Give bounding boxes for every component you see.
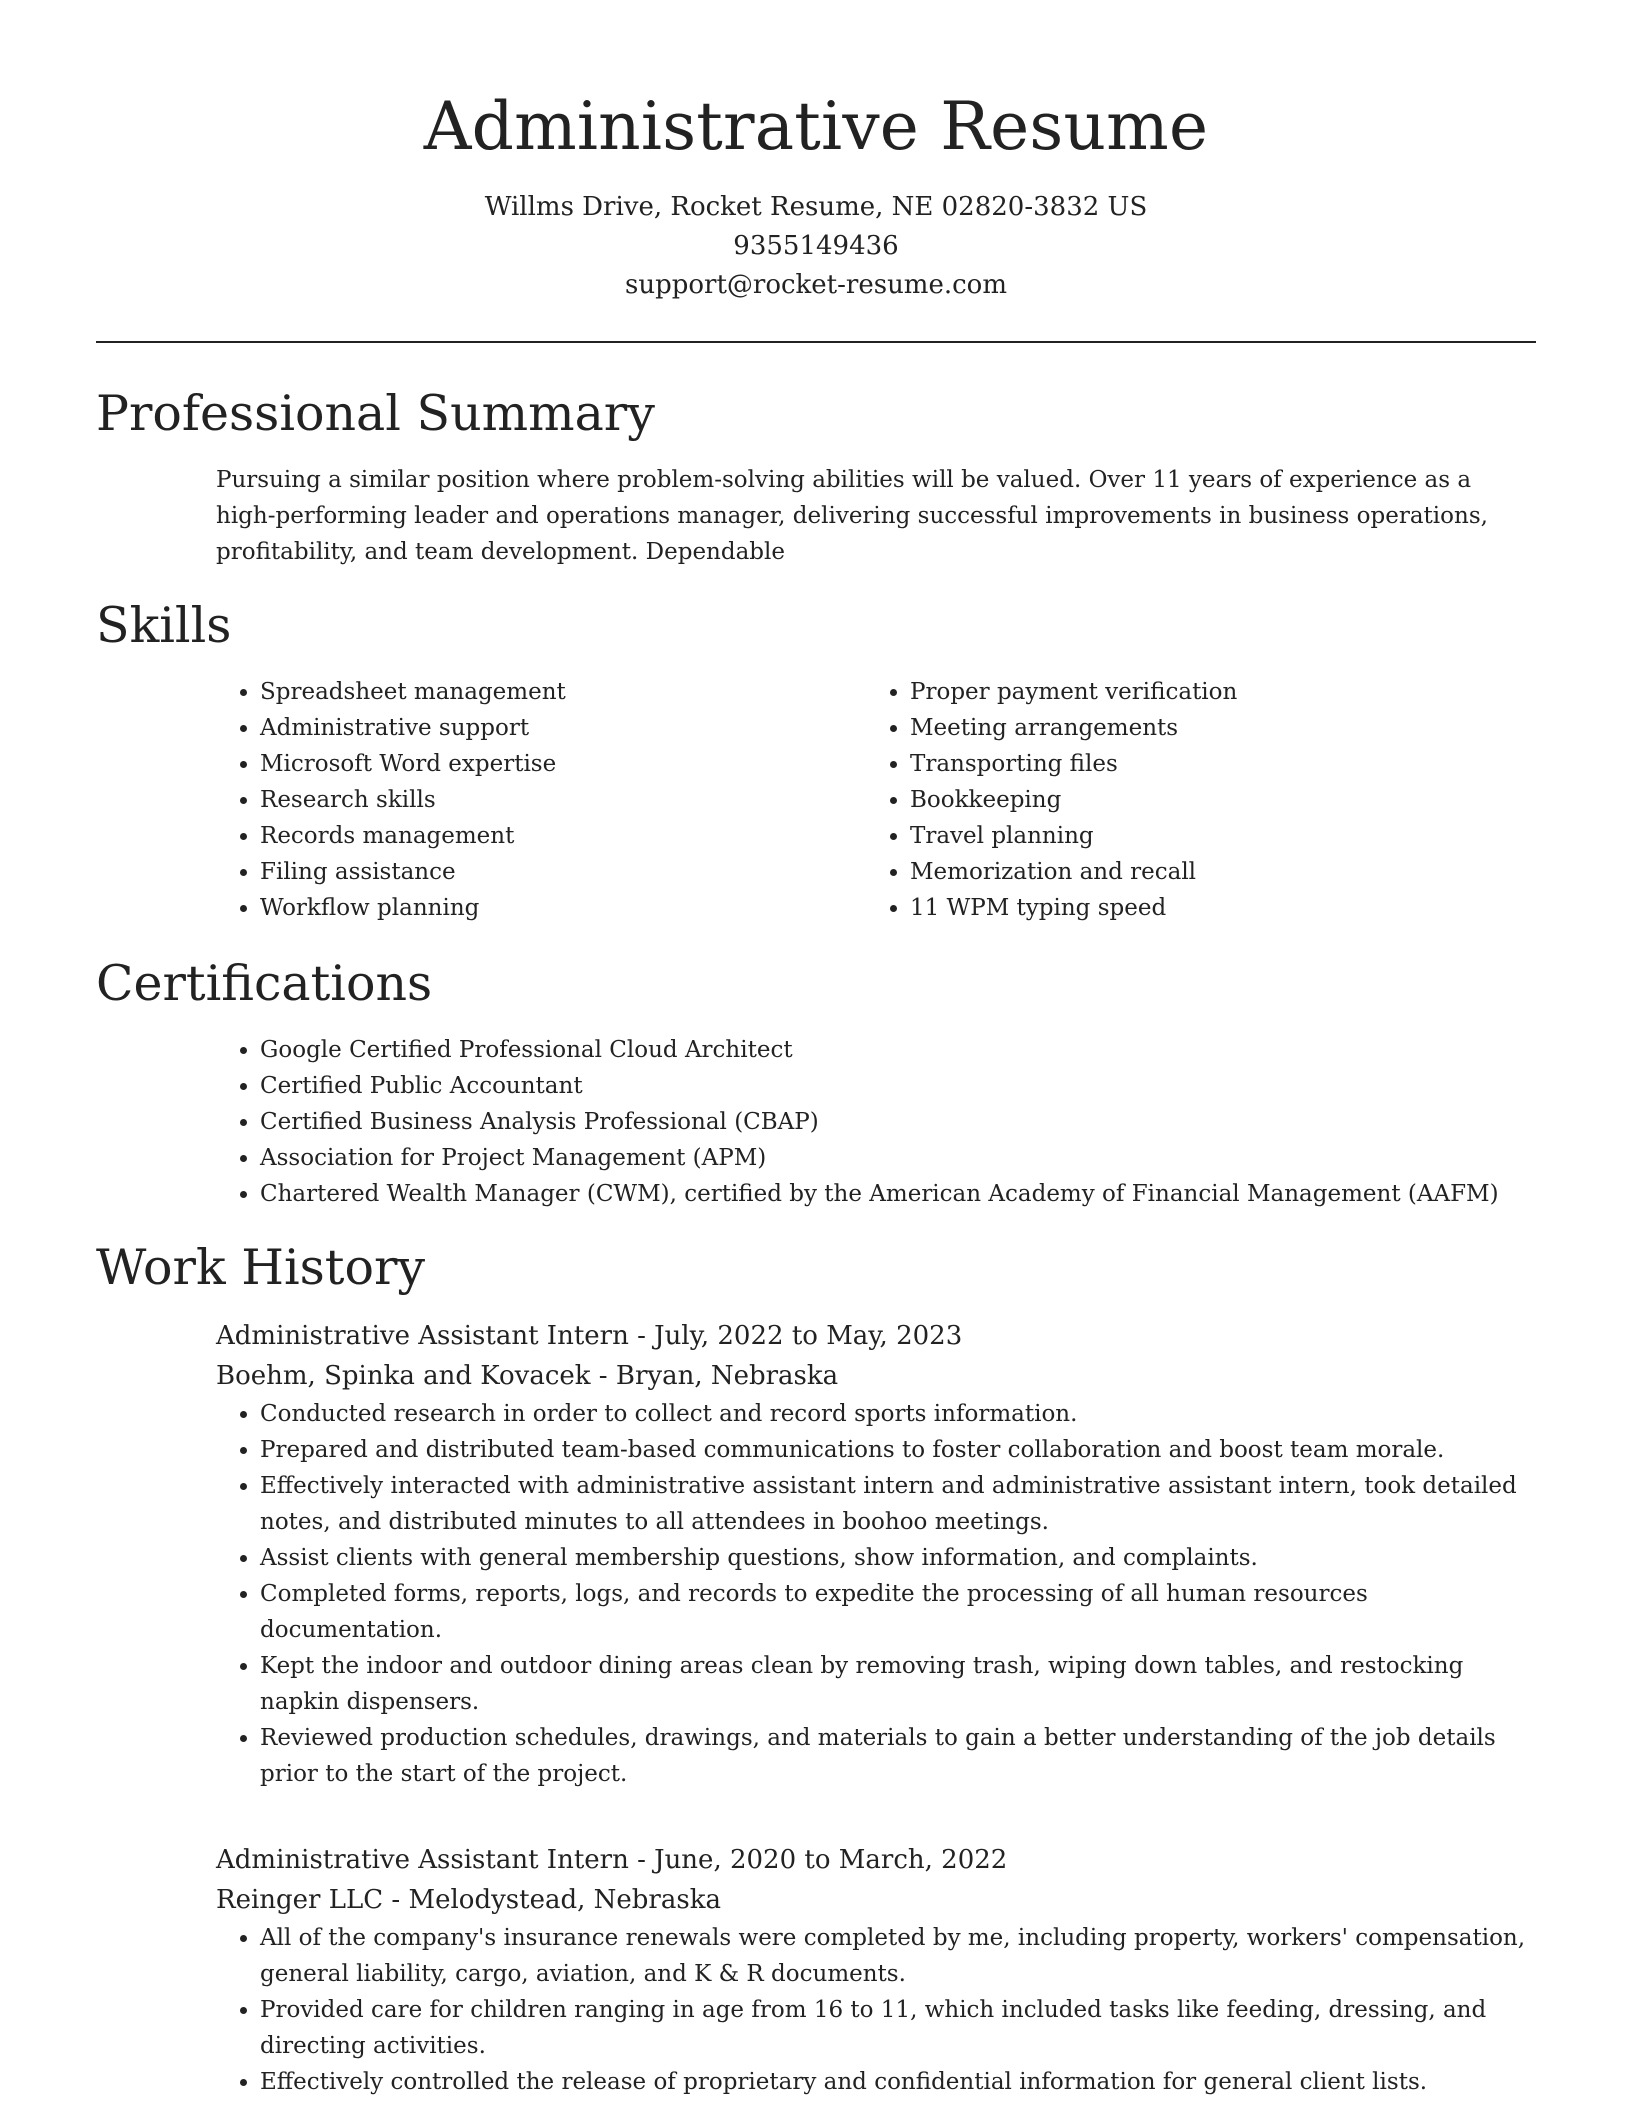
job-bullet: • Effectively controlled the release of proprietary and confidential information for general client lists.	[260, 2064, 1532, 2100]
contact-email: support@rocket-resume.com	[624, 270, 1007, 300]
header-divider	[96, 341, 1536, 343]
job-bullet: • Kept the indoor and outdoor dining areas clean by removing trash, wiping down tables, and restocking napkin dispensers.	[260, 1648, 1532, 1720]
section-title-certifications: Certifications	[96, 955, 433, 1012]
job-bullets	[216, 1396, 1532, 1792]
skill-item: • Workflow planning	[260, 890, 816, 926]
skill-item: • Proper payment verification	[910, 674, 1486, 710]
job-bullet: • All of the company's insurance renewals were completed by me, including property, workers' compensation, general liability, cargo, aviation, and K & R documents.	[260, 1920, 1532, 1992]
summary-text: Pursuing a similar position where problem-solving abilities will be valued. Over 11 years of experience as a high-performing leader and operations manager, delivering successful improvements in business operations, profitability, and team development. Dependable	[216, 467, 1488, 565]
job-bullet: • Completed forms, reports, logs, and records to expedite the processing of all human resources documentation.	[260, 1576, 1532, 1648]
contact-phone: 9355149436	[733, 231, 899, 261]
skill-item: • Transporting files	[910, 746, 1486, 782]
resume-title: Administrative Resume	[423, 88, 1209, 165]
job-company-line: Boehm, Spinka and Kovacek - Bryan, Nebraska	[216, 1361, 839, 1391]
skills-list-left	[216, 674, 816, 926]
skill-item: • 11 WPM typing speed	[910, 890, 1486, 926]
skill-item: • Research skills	[260, 782, 816, 818]
job-bullet: • Conducted research in order to collect and record sports information.	[260, 1396, 1532, 1432]
job-bullet: • Prepared and distributed team-based communications to foster collaboration and boost team morale.	[260, 1432, 1532, 1468]
skill-item: • Spreadsheet management	[260, 674, 816, 710]
skill-item: • Bookkeeping	[910, 782, 1486, 818]
certification-item: • Chartered Wealth Manager (CWM), certified by the American Academy of Financial Management (AAFM)	[260, 1176, 1592, 1212]
job-bullet: • Reviewed production schedules, drawings, and materials to gain a better understanding of the job details prior to the start of the project.	[260, 1720, 1532, 1792]
skill-item: • Meeting arrangements	[910, 710, 1486, 746]
job-title-line: Administrative Assistant Intern - June, 2020 to March, 2022	[216, 1845, 1008, 1875]
skills-column-right	[866, 674, 1486, 926]
section-title-skills: Skills	[96, 597, 232, 654]
skills-list-right	[866, 674, 1486, 926]
contact-address: Willms Drive, Rocket Resume, NE 02820-3832 US	[484, 192, 1148, 222]
skill-item: • Travel planning	[910, 818, 1486, 854]
job-bullet: • Assist clients with general membership questions, show information, and complaints.	[260, 1540, 1532, 1576]
skill-item: • Administrative support	[260, 710, 816, 746]
job-entry	[216, 1840, 1532, 2100]
job-entry	[216, 1316, 1532, 1792]
certification-item: • Certified Public Accountant	[260, 1068, 1592, 1104]
certifications-block	[216, 1032, 1592, 1212]
job-bullets	[216, 1920, 1532, 2100]
skill-item: • Filing assistance	[260, 854, 816, 890]
certification-item: • Association for Project Management (APM)	[260, 1140, 1592, 1176]
certification-item: • Google Certified Professional Cloud Architect	[260, 1032, 1592, 1068]
job-company-line: Reinger LLC - Melodystead, Nebraska	[216, 1885, 721, 1915]
skill-item: • Microsoft Word expertise	[260, 746, 816, 782]
skills-column-left	[216, 674, 816, 926]
resume-header	[96, 82, 1536, 305]
contact-info	[96, 188, 1536, 305]
section-title-work-history: Work History	[96, 1239, 426, 1296]
skill-item: • Records management	[260, 818, 816, 854]
job-title-line: Administrative Assistant Intern - July, 2022 to May, 2023	[216, 1321, 963, 1351]
skill-item: • Memorization and recall	[910, 854, 1486, 890]
certifications-list	[216, 1032, 1592, 1212]
section-title-summary: Professional Summary	[96, 385, 655, 442]
certification-item: • Certified Business Analysis Professional (CBAP)	[260, 1104, 1592, 1140]
job-bullet: • Provided care for children ranging in age from 16 to 11, which included tasks like feeding, dressing, and directing activities.	[260, 1992, 1532, 2064]
job-bullet: • Effectively interacted with administrative assistant intern and administrative assistant intern, took detailed notes, and distributed minutes to all attendees in boohoo meetings.	[260, 1468, 1532, 1540]
